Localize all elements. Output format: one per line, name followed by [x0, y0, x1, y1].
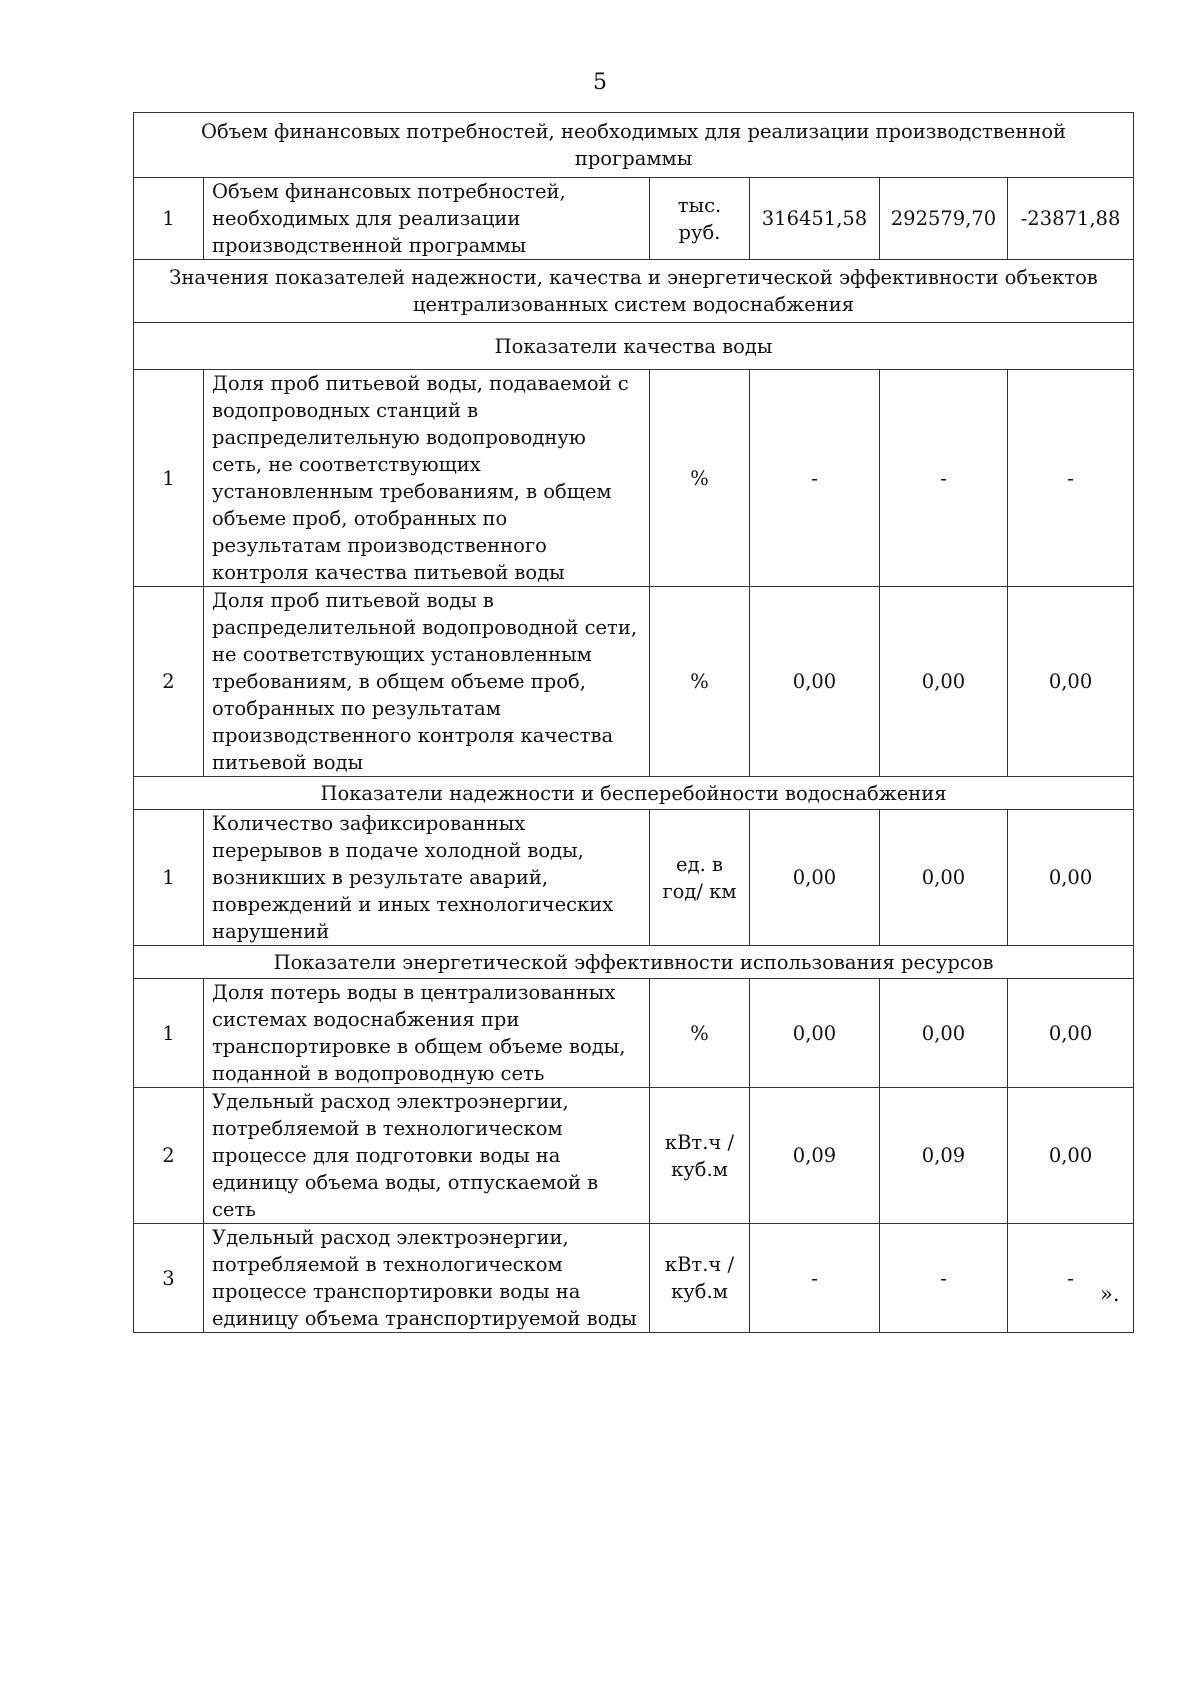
section-row-water-quality — [134, 323, 1134, 370]
table-row — [134, 370, 1134, 587]
indicator-name: Доля проб питьевой воды в распределительной водопроводной сети, не соответствующих установленным требованиям, в общем объеме проб, отобранных по результатам производственного контроля качества питьевой воды — [204, 587, 650, 777]
indicator-name: Объем финансовых потребностей, необходимых для реализации производственной программы — [204, 178, 650, 260]
value-cell-3: - — [1008, 1224, 1134, 1333]
section-row-reliability — [134, 777, 1134, 810]
unit-cell: % — [650, 370, 750, 587]
indicator-name: Количество зафиксированных перерывов в подаче холодной воды, возникших в результате аварий, повреждений и иных технологических нарушений — [204, 810, 650, 946]
value-cell-1: - — [750, 1224, 880, 1333]
section-title-reliability: Показатели надежности и бесперебойности водоснабжения — [134, 777, 1134, 810]
value-cell-1: 0,00 — [750, 979, 880, 1088]
unit-cell: кВт.ч / куб.м — [650, 1224, 750, 1333]
unit-cell: % — [650, 979, 750, 1088]
row-number: 1 — [134, 979, 204, 1088]
value-cell-2: 0,00 — [880, 587, 1008, 777]
indicator-name: Доля проб питьевой воды, подаваемой с водопроводных станций в распределительную водопроводную сеть, не соответствующих установленным требованиям, в общем объеме проб, отобранных по результатам производственного контроля качества питьевой воды — [204, 370, 650, 587]
section-title-energy: Показатели энергетической эффективности использования ресурсов — [134, 946, 1134, 979]
value-cell-2: - — [880, 370, 1008, 587]
value-cell-1: 316451,58 — [750, 178, 880, 260]
value-cell-2: - — [880, 1224, 1008, 1333]
unit-cell: % — [650, 587, 750, 777]
value-cell-3: 0,00 — [1008, 1088, 1134, 1224]
value-cell-2: 292579,70 — [880, 178, 1008, 260]
row-number: 1 — [134, 178, 204, 260]
indicators-table — [133, 112, 1134, 1333]
indicator-name: Удельный расход электроэнергии, потребляемой в технологическом процессе для подготовки воды на единицу объема воды, отпускаемой в сеть — [204, 1088, 650, 1224]
section-row-indicators — [134, 260, 1134, 323]
value-cell-2: 0,09 — [880, 1088, 1008, 1224]
value-cell-3: 0,00 — [1008, 810, 1134, 946]
value-cell-2: 0,00 — [880, 810, 1008, 946]
table-row — [134, 979, 1134, 1088]
table-row — [134, 1224, 1134, 1333]
closing-quote-mark: ». — [1100, 1282, 1120, 1306]
row-number: 1 — [134, 370, 204, 587]
row-number: 2 — [134, 1088, 204, 1224]
value-cell-3: 0,00 — [1008, 979, 1134, 1088]
row-number: 3 — [134, 1224, 204, 1333]
indicator-name: Доля потерь воды в централизованных системах водоснабжения при транспортировке в общем объеме воды, поданной в водопроводную сеть — [204, 979, 650, 1088]
row-number: 1 — [134, 810, 204, 946]
value-cell-2: 0,00 — [880, 979, 1008, 1088]
indicator-name: Удельный расход электроэнергии, потребляемой в технологическом процессе транспортировки воды на единицу объема транспортируемой воды — [204, 1224, 650, 1333]
table-row — [134, 587, 1134, 777]
section-row-energy — [134, 946, 1134, 979]
value-cell-1: - — [750, 370, 880, 587]
section-title-financial: Объем финансовых потребностей, необходимых для реализации производственной программы — [134, 113, 1134, 178]
value-cell-3: -23871,88 — [1008, 178, 1134, 260]
table-row — [134, 1088, 1134, 1224]
section-title-indicators: Значения показателей надежности, качества и энергетической эффективности объектов централизованных систем водоснабжения — [134, 260, 1134, 323]
unit-cell: кВт.ч / куб.м — [650, 1088, 750, 1224]
page-number: 5 — [593, 70, 607, 95]
unit-cell: тыс. руб. — [650, 178, 750, 260]
value-cell-1: 0,09 — [750, 1088, 880, 1224]
section-row-financial — [134, 113, 1134, 178]
value-cell-3: - — [1008, 370, 1134, 587]
table-row — [134, 810, 1134, 946]
unit-cell: ед. в год/ км — [650, 810, 750, 946]
value-cell-1: 0,00 — [750, 810, 880, 946]
row-number: 2 — [134, 587, 204, 777]
table-row — [134, 178, 1134, 260]
section-title-water-quality: Показатели качества воды — [134, 323, 1134, 370]
value-cell-3: 0,00 — [1008, 587, 1134, 777]
value-cell-1: 0,00 — [750, 587, 880, 777]
